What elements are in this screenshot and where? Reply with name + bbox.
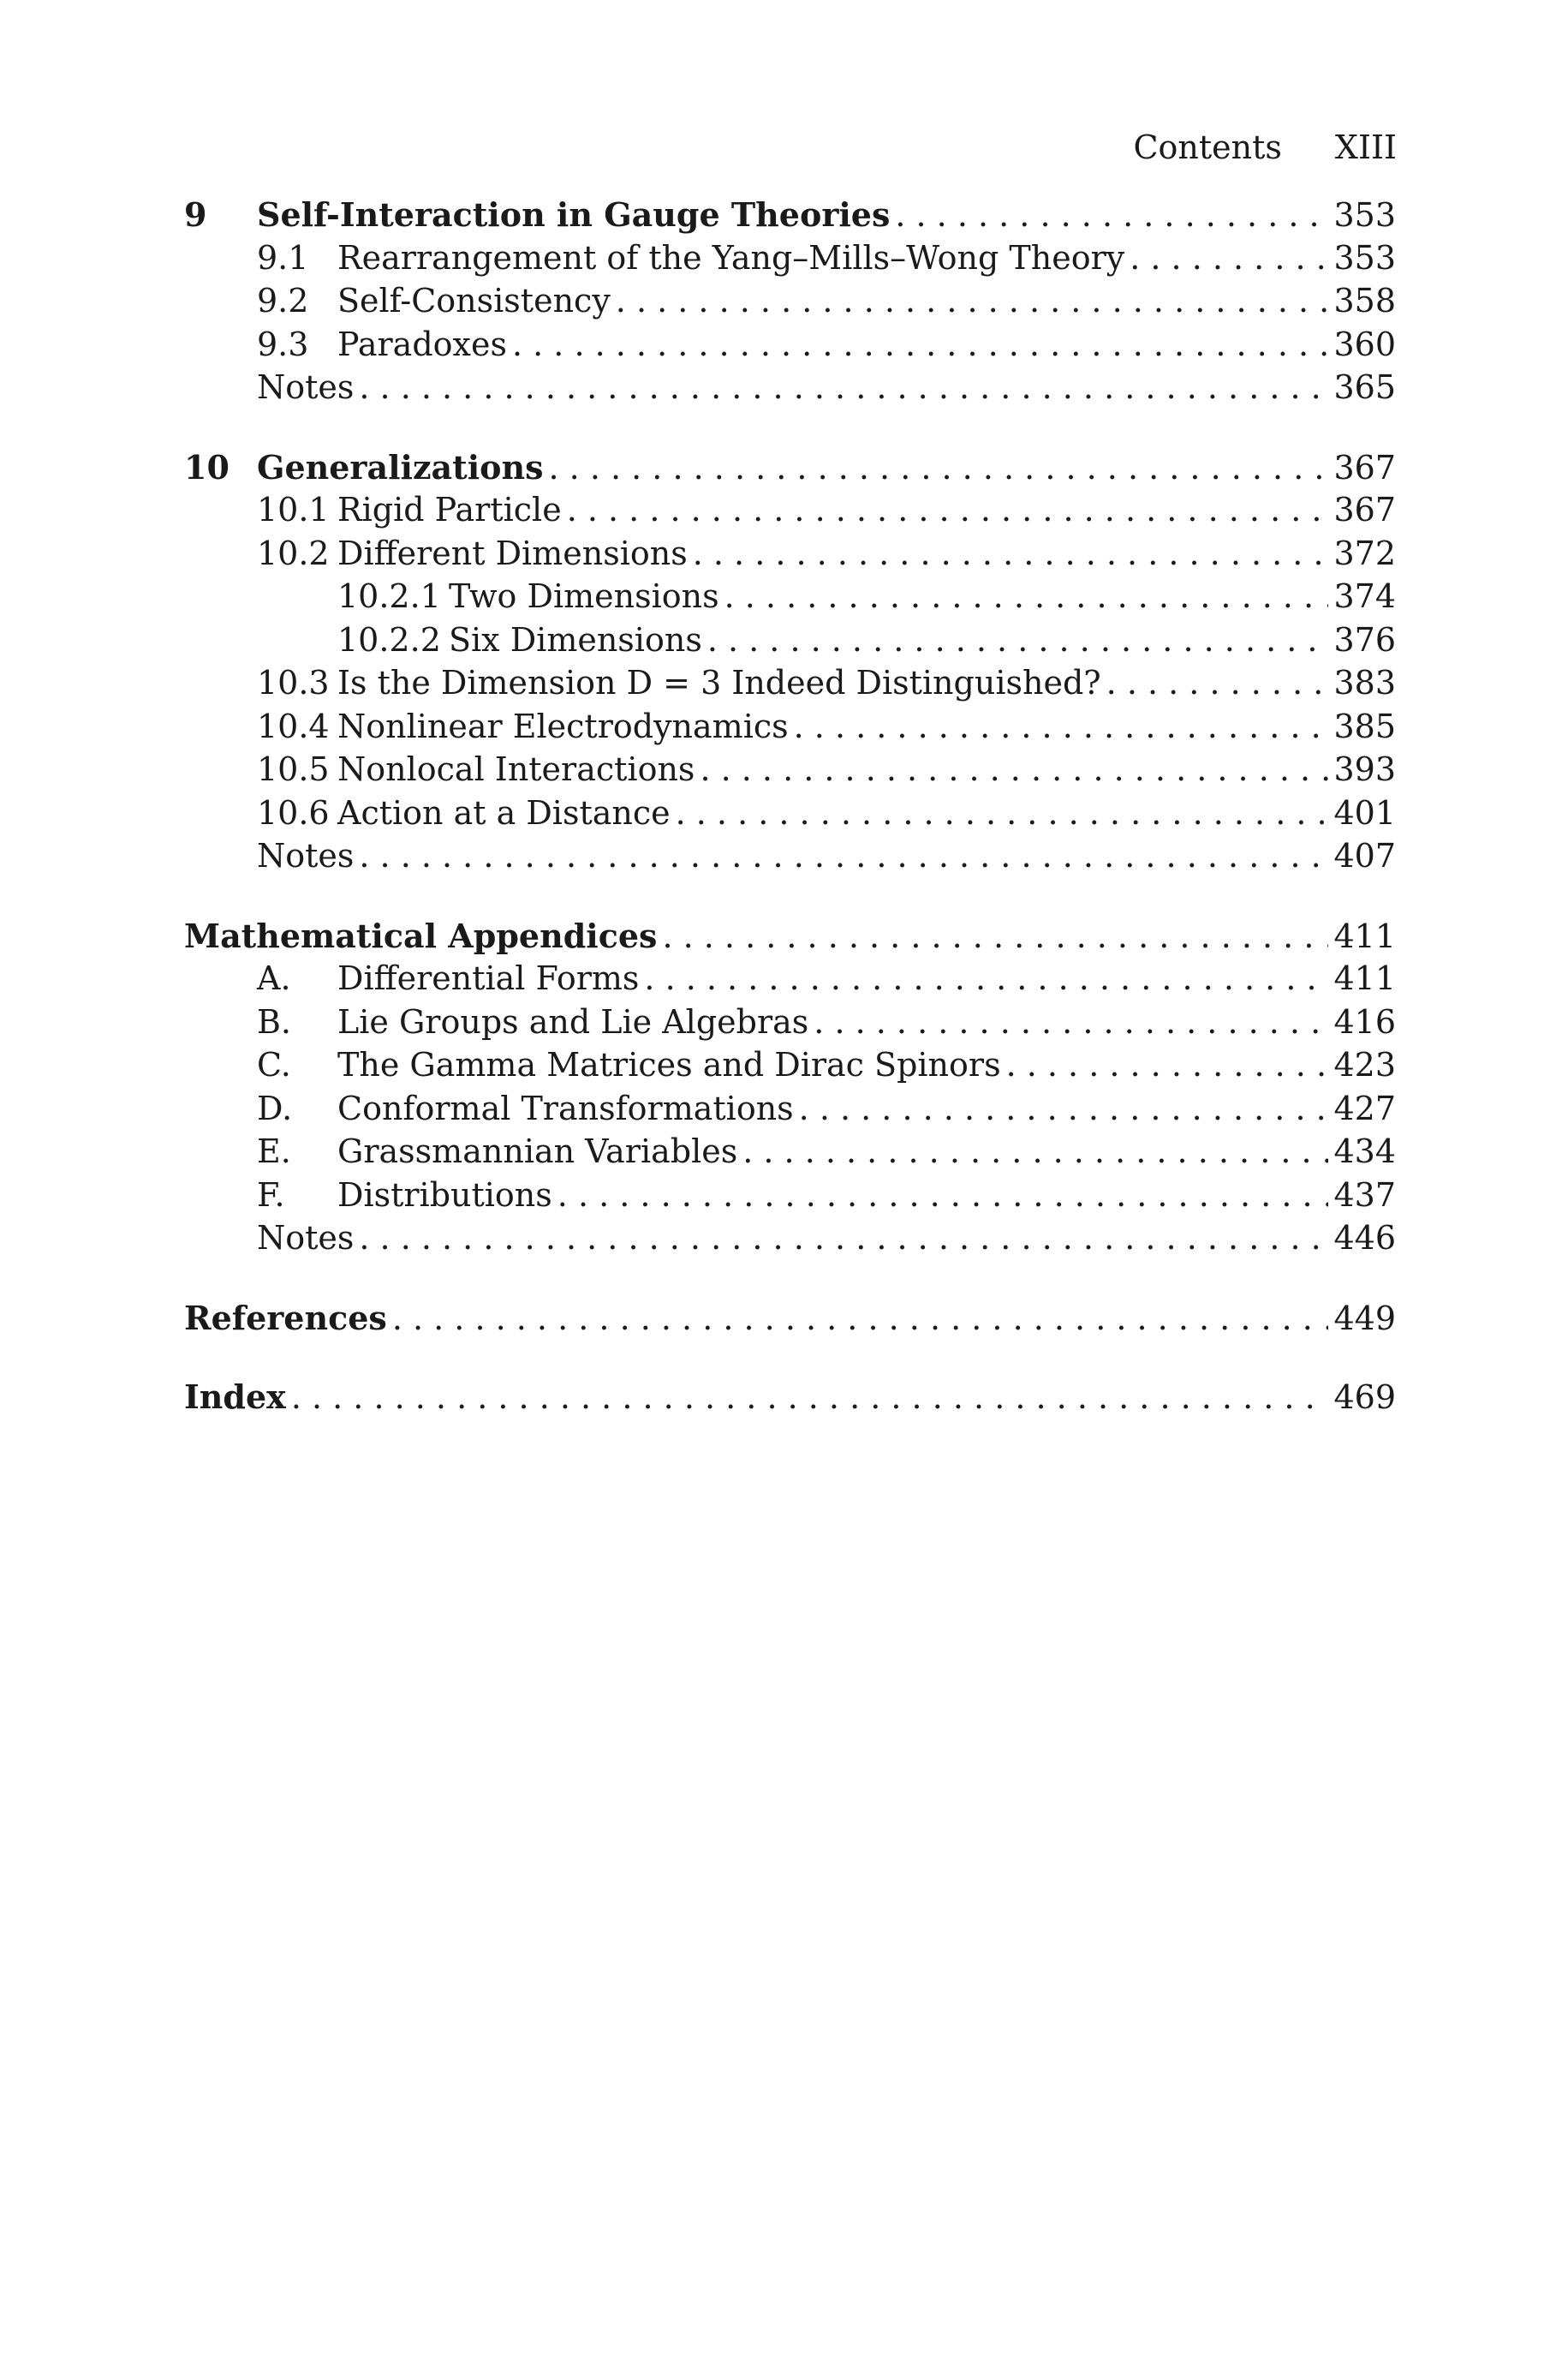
toc-title: Rigid Particle xyxy=(337,491,562,529)
toc-appendix-f[interactable] xyxy=(184,1176,1396,1220)
toc-title: Index xyxy=(184,1377,286,1416)
toc-appendix-d[interactable] xyxy=(184,1090,1396,1133)
toc-title: Two Dimensions xyxy=(449,577,719,615)
dot-leader xyxy=(724,577,1329,615)
dot-leader xyxy=(799,1090,1329,1127)
toc-page: 393 xyxy=(1333,750,1396,788)
toc-title: Grassmannian Variables xyxy=(337,1132,738,1170)
dot-leader xyxy=(1006,1046,1329,1084)
toc-section-10-6[interactable] xyxy=(184,794,1396,838)
dot-leader xyxy=(616,282,1329,320)
toc-title: Rearrangement of the Yang–Mills–Wong Theory xyxy=(337,238,1125,277)
toc-section-10-3[interactable] xyxy=(184,664,1396,708)
toc-title: Conformal Transformations xyxy=(337,1089,794,1127)
toc-page: 365 xyxy=(1333,368,1396,406)
dot-leader xyxy=(814,1003,1328,1041)
dot-leader xyxy=(700,750,1328,788)
dot-leader xyxy=(512,326,1329,363)
toc-page: 358 xyxy=(1333,282,1396,320)
toc-page: 376 xyxy=(1333,620,1396,659)
dot-leader xyxy=(742,1132,1328,1170)
toc-page: 385 xyxy=(1333,707,1396,745)
toc-title: Notes xyxy=(257,837,355,875)
dot-leader xyxy=(1106,664,1329,702)
toc-page: 423 xyxy=(1333,1046,1396,1084)
dot-leader xyxy=(707,621,1329,659)
dot-leader xyxy=(1130,239,1328,277)
toc-page: 416 xyxy=(1333,1002,1396,1041)
toc-number: 10.2.2 xyxy=(337,620,441,659)
toc-title: References xyxy=(184,1298,387,1337)
dot-leader xyxy=(895,196,1328,234)
toc-page: 367 xyxy=(1333,491,1396,529)
toc-page: 437 xyxy=(1333,1175,1396,1214)
toc-page: 360 xyxy=(1333,325,1396,363)
toc-index[interactable] xyxy=(184,1377,1396,1421)
toc-appendix-c[interactable] xyxy=(184,1046,1396,1090)
dot-leader xyxy=(693,535,1329,572)
toc-page: 401 xyxy=(1333,793,1396,832)
toc-title: Distributions xyxy=(337,1175,552,1214)
toc-page: 449 xyxy=(1333,1299,1396,1337)
toc-page: 383 xyxy=(1333,664,1396,702)
toc-subsection-10-2-2[interactable] xyxy=(184,621,1396,665)
toc-page: 434 xyxy=(1333,1132,1396,1170)
toc-title: Self-Interaction in Gauge Theories xyxy=(257,195,891,234)
toc-appendix-e[interactable] xyxy=(184,1132,1396,1176)
dot-leader xyxy=(557,1176,1329,1214)
toc-number: E. xyxy=(257,1132,291,1170)
toc-page: 407 xyxy=(1333,837,1396,875)
toc-number: 9.2 xyxy=(257,282,309,320)
toc-section-10-4[interactable] xyxy=(184,708,1396,751)
toc-chapter-9[interactable] xyxy=(184,195,1396,239)
toc-number: B. xyxy=(257,1002,292,1041)
toc-title: The Gamma Matrices and Dirac Spinors xyxy=(337,1046,1001,1084)
toc-page: 411 xyxy=(1333,917,1396,955)
toc-notes-10[interactable] xyxy=(184,837,1396,881)
toc-references[interactable] xyxy=(184,1299,1396,1342)
toc-page: 353 xyxy=(1333,238,1396,277)
toc-title: Different Dimensions xyxy=(337,534,688,572)
toc-page: 469 xyxy=(1333,1378,1396,1416)
toc-appendix-b[interactable] xyxy=(184,1003,1396,1047)
toc-section-9-2[interactable] xyxy=(184,282,1396,326)
dot-leader xyxy=(291,1378,1329,1416)
running-header-title: Contents xyxy=(1133,128,1282,166)
spacer xyxy=(184,1341,1396,1377)
dot-leader xyxy=(676,794,1329,832)
spacer xyxy=(184,881,1396,917)
toc-appendix-a[interactable] xyxy=(184,959,1396,1003)
toc-page: 367 xyxy=(1333,448,1396,487)
toc-section-10-1[interactable] xyxy=(184,491,1396,535)
toc-number: 10.3 xyxy=(257,664,330,702)
dot-leader xyxy=(359,368,1328,406)
toc-page: 411 xyxy=(1333,959,1396,997)
toc-page: 427 xyxy=(1333,1089,1396,1127)
toc-number: 9.1 xyxy=(257,238,309,277)
toc-notes-9[interactable] xyxy=(184,368,1396,412)
toc-number: 10.6 xyxy=(257,793,330,832)
table-of-contents xyxy=(184,195,1396,1421)
toc-number: 10.1 xyxy=(257,491,330,529)
toc-section-9-1[interactable] xyxy=(184,239,1396,283)
toc-section-10-2[interactable] xyxy=(184,535,1396,578)
toc-title: Action at a Distance xyxy=(337,793,671,832)
toc-title: Nonlinear Electrodynamics xyxy=(337,707,789,745)
toc-notes-appendices[interactable] xyxy=(184,1219,1396,1263)
toc-title: Generalizations xyxy=(257,447,544,487)
toc-subsection-10-2-1[interactable] xyxy=(184,577,1396,621)
toc-number: 10.2.1 xyxy=(337,577,441,615)
dot-leader xyxy=(567,491,1329,529)
dot-leader xyxy=(392,1300,1329,1337)
toc-title: Lie Groups and Lie Algebras xyxy=(337,1002,809,1041)
toc-title: Paradoxes xyxy=(337,325,507,363)
dot-leader xyxy=(549,449,1329,487)
dot-leader xyxy=(359,837,1328,875)
toc-page: 446 xyxy=(1333,1219,1396,1257)
dot-leader xyxy=(662,917,1328,955)
toc-number: D. xyxy=(257,1089,293,1127)
toc-chapter-10[interactable] xyxy=(184,448,1396,492)
toc-number: 10 xyxy=(184,447,230,487)
toc-title: Differential Forms xyxy=(337,959,640,997)
toc-number: C. xyxy=(257,1046,291,1084)
toc-title: Notes xyxy=(257,1219,355,1257)
toc-number: 10.4 xyxy=(257,707,330,745)
toc-number: 9.3 xyxy=(257,325,309,363)
toc-number: 10.5 xyxy=(257,750,330,788)
toc-page: 372 xyxy=(1333,534,1396,572)
toc-number: A. xyxy=(257,959,291,997)
running-header xyxy=(1133,128,1397,166)
toc-number: F. xyxy=(257,1175,285,1214)
dot-leader xyxy=(644,959,1328,997)
dot-leader xyxy=(794,708,1329,745)
toc-title: Mathematical Appendices xyxy=(184,916,658,955)
toc-page: 353 xyxy=(1333,196,1396,234)
toc-title: Notes xyxy=(257,368,355,406)
dot-leader xyxy=(359,1219,1328,1257)
toc-section-9-3[interactable] xyxy=(184,326,1396,369)
toc-title: Nonlocal Interactions xyxy=(337,750,695,788)
toc-appendices[interactable] xyxy=(184,917,1396,960)
toc-number: 10.2 xyxy=(257,534,330,572)
toc-page: 374 xyxy=(1333,577,1396,615)
toc-title: Self-Consistency xyxy=(337,282,611,320)
toc-title: Is the Dimension D = 3 Indeed Distinguished? xyxy=(337,664,1101,702)
spacer xyxy=(184,412,1396,448)
toc-section-10-5[interactable] xyxy=(184,750,1396,794)
toc-number: 9 xyxy=(184,195,207,234)
toc-title: Six Dimensions xyxy=(449,620,702,659)
spacer xyxy=(184,1263,1396,1299)
page-number: XIII xyxy=(1334,128,1397,166)
